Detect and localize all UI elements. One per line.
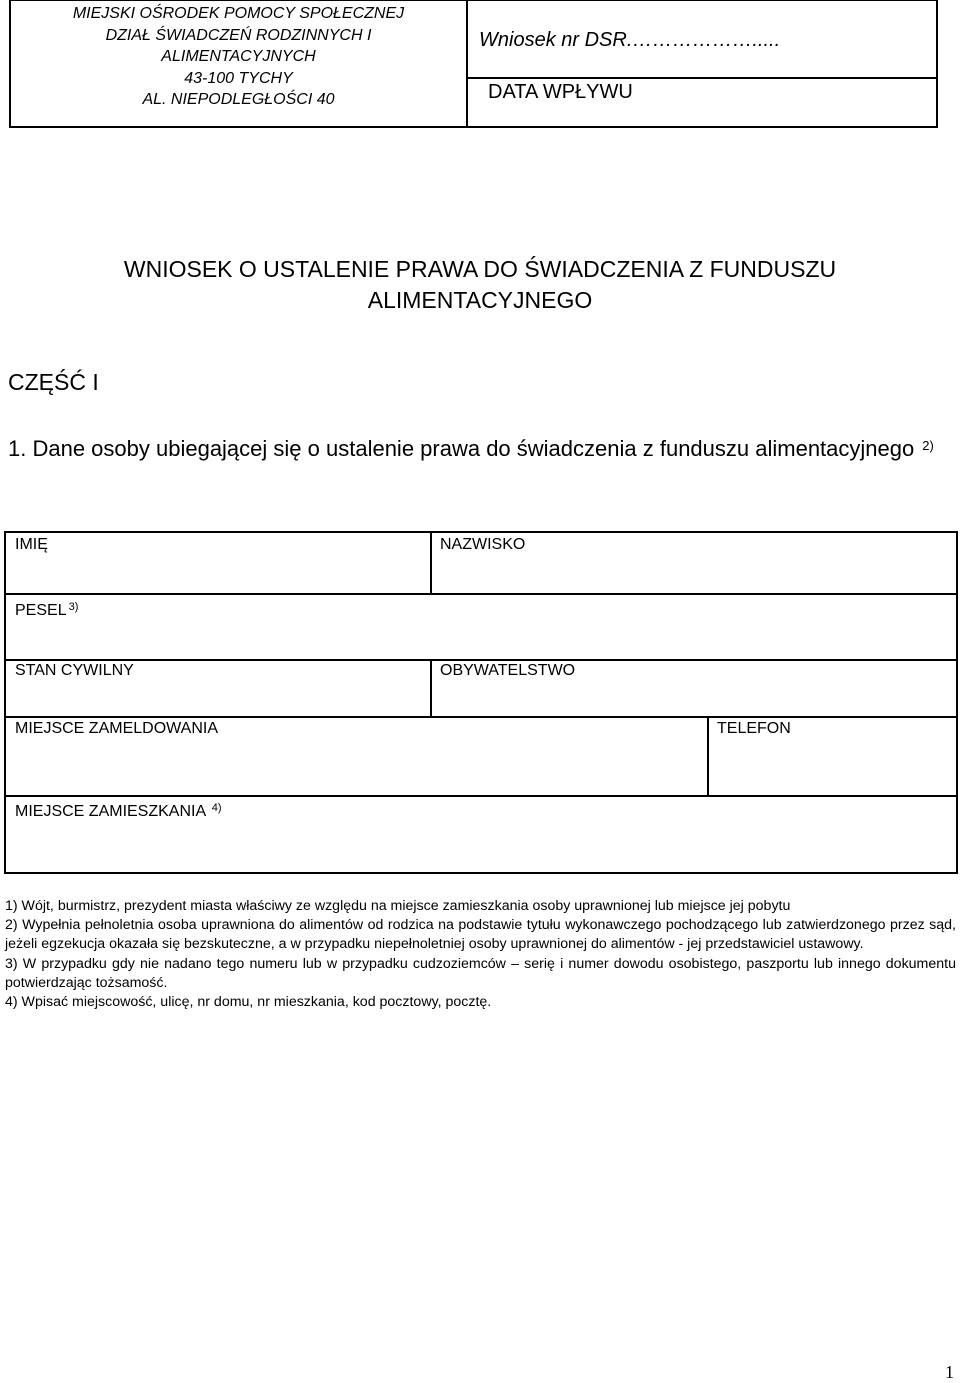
form-row-line	[6, 593, 956, 595]
footnote: 2) Wypełnia pełnoletnia osoba uprawniona do alimentów od rodzica na podstawie tytułu wykonawczego pochodzącego lub zatwierdzonego przez sąd, jeżeli egzekucja okazała się bezskuteczne, a w przypadku niepełnoletniej osoby uprawnionej do alimentów - jej przedstawiciel ustawowy.	[5, 917, 956, 953]
form-column-line	[430, 659, 432, 718]
form-column-line	[430, 533, 432, 595]
pesel-field[interactable]	[15, 602, 78, 620]
header-separator	[468, 77, 936, 79]
pesel-label: PESEL	[15, 602, 67, 619]
office-address	[11, 3, 466, 111]
form-row-line	[6, 795, 956, 797]
part-heading: CZĘŚĆ I	[8, 369, 99, 395]
applicant-data-form	[4, 531, 958, 874]
form-row-line	[6, 659, 956, 661]
footnote-ref: 4)	[211, 802, 222, 814]
section-heading	[8, 434, 956, 467]
phone-field[interactable]: TELEFON	[717, 720, 791, 737]
footnote-ref: 2)	[922, 438, 934, 453]
document-title	[0, 254, 960, 316]
form-column-line	[707, 716, 709, 797]
residence-label: MIEJSCE ZAMIESZKANIA	[15, 803, 206, 820]
page-number: 1	[945, 1362, 954, 1382]
receipt-date-label: DATA WPŁYWU	[488, 81, 633, 103]
header-box	[9, 0, 938, 128]
section-text: 1. Dane osoby ubiegającej się o ustalenie prawa do świadczenia z funduszu alimentacyjnego	[8, 436, 915, 461]
header-divider	[466, 1, 468, 126]
footnote: 1) Wójt, burmistrz, prezydent miasta właściwy ze względu na miejsce zamieszkania osoby uprawnionej lub miejsce jej pobytu	[5, 898, 791, 914]
office-line: ALIMENTACYJNYCH	[161, 48, 316, 66]
footnote: 3) W przypadku gdy nie nadano tego numeru lub w przypadku cudzoziemców – serię i numer dowodu osobistego, paszportu lub innego dokumentu potwierdzając tożsamość.	[5, 955, 956, 991]
footnote-ref: 3)	[68, 601, 79, 613]
first-name-field[interactable]: IMIĘ	[15, 536, 48, 553]
footnotes	[5, 897, 956, 1012]
form-row-line	[6, 716, 956, 718]
residence-field[interactable]	[15, 803, 222, 821]
application-number: Wniosek nr DSR.……………….....	[479, 29, 781, 51]
office-line: MIEJSKI OŚRODEK POMOCY SPOŁECZNEJ	[72, 5, 405, 22]
footnote: 4) Wpisać miejscowość, ulicę, nr domu, nr mieszkania, kod pocztowy, pocztę.	[5, 994, 492, 1011]
marital-status-field[interactable]: STAN CYWILNY	[15, 662, 134, 679]
citizenship-field[interactable]: OBYWATELSTWO	[440, 662, 576, 679]
office-line: 43-100 TYCHY	[184, 69, 293, 87]
title-line: WNIOSEK O USTALENIE PRAWA DO ŚWIADCZENIA Z FUNDUSZU	[123, 256, 837, 282]
office-line: AL. NIEPODLEGŁOŚCI 40	[142, 91, 335, 109]
registered-address-field[interactable]: MIEJSCE ZAMELDOWANIA	[15, 720, 218, 737]
office-line: DZIAŁ ŚWIADCZEŃ RODZINNYCH I	[105, 26, 372, 44]
title-line: ALIMENTACYJNEGO	[367, 287, 593, 313]
last-name-field[interactable]: NAZWISKO	[440, 536, 526, 553]
